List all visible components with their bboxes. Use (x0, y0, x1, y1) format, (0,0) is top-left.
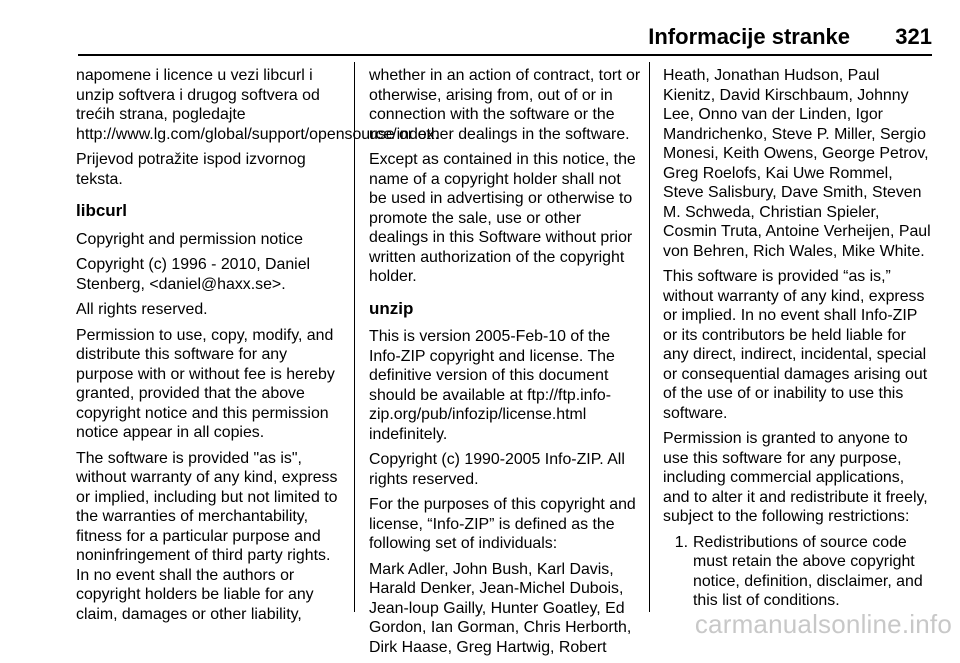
text-column-2 (369, 66, 641, 663)
paragraph: This is version 2005-Feb-10 of the Info-ZIP copyright and license. The definitive version of this document should be available at ftp://ftp.info-zip.org/pub/infozip/license.html indefinitely. (369, 328, 615, 443)
paragraph: whether in an action of contract, tort or otherwise, arising from, out of or in connection with the software or the use or other dealings in the software. (369, 67, 641, 143)
paragraph: This software is provided “as is,” without warranty of any kind, express or implied. In no event shall Info-ZIP or its contributors be held liable for any direct, indirect, incidental, special or consequential damages arising out of the use of or inability to use this software. (663, 268, 928, 422)
paragraph: Prijevod potražite ispod izvornog teksta. (76, 151, 306, 188)
watermark: carmanualsonline.info (694, 609, 952, 639)
paragraph: Copyright (c) 1990-2005 Info-ZIP. All rights reserved. (369, 451, 625, 488)
list-text: Redistributions of source code must retain the above copyright notice, definition, disclaimer, and this list of conditions. (693, 533, 923, 609)
page-number: 321 (895, 24, 932, 49)
paragraph: All rights reserved. (76, 301, 208, 318)
page-header (0, 20, 932, 50)
list-number: 1. (674, 533, 688, 551)
section-heading-libcurl: libcurl (76, 201, 128, 220)
column-divider (354, 62, 355, 612)
section-title: Informacije stranke (648, 24, 850, 49)
paragraph: Mark Adler, John Bush, Karl Davis, Harald Denker, Jean-Michel Dubois, Jean-loup Gailly, Hunter Goatley, Ed Gordon, Ian Gorman, Chris Herborth, Dirk Haase, Greg Hartwig, Robert (369, 560, 632, 656)
text-column-3 (663, 66, 933, 617)
list-item (663, 533, 933, 611)
section-heading-unzip: unzip (369, 298, 414, 318)
paragraph: Except as contained in this notice, the name of a copyright holder shall not be used in advertising or otherwise to promote the sale, use or other dealings in this Software without prior written authorization of the copyright holder. (369, 151, 636, 285)
paragraph: Copyright and permission notice (76, 230, 304, 248)
paragraph: napomene i licence u vezi libcurl i unzip softvera i drugog softvera od trećih strana, pogledajte http://www.lg.com/global/support/opensource/index. (76, 67, 440, 143)
column-divider (649, 62, 650, 612)
paragraph: Permission to use, copy, modify, and distribute this software for any purpose with or without fee is hereby granted, provided that the above copyright notice and this permission notice appear in all copies. (76, 326, 335, 441)
text-column-1 (76, 66, 440, 630)
paragraph: The software is provided "as is", without warranty of any kind, express or implied, including but not limited to the warranties of merchantability, fitness for a particular purpose and noninfringement of third party rights. In no event shall the authors or copyright holders be liable for any claim, damages or other liability, (76, 449, 338, 623)
paragraph: For the purposes of this copyright and license, “Info-ZIP” is defined as the following set of individuals: (369, 496, 636, 552)
paragraph: Permission is granted to anyone to use this software for any purpose, including commercial applications, and to alter it and redistribute it freely, subject to the following restrictions: (663, 430, 928, 525)
paragraph: Heath, Jonathan Hudson, Paul Kienitz, David Kirschbaum, Johnny Lee, Onno van der Linden, Igor Mandrichenko, Steve P. Miller, Sergio Monesi, Keith Owens, George Petrov, Greg Roelofs, Kai Uwe Rommel, Steve Salisbury, Dave Smith, Steven M. Schweda, Christian Spieler, Cosmin Truta, Antoine Verheijen, Paul von Behren, Rich Wales, Mike White. (663, 67, 931, 260)
header-divider (78, 54, 932, 56)
paragraph: Copyright (c) 1996 - 2010, Daniel Stenberg, <daniel@haxx.se>. (76, 256, 311, 293)
